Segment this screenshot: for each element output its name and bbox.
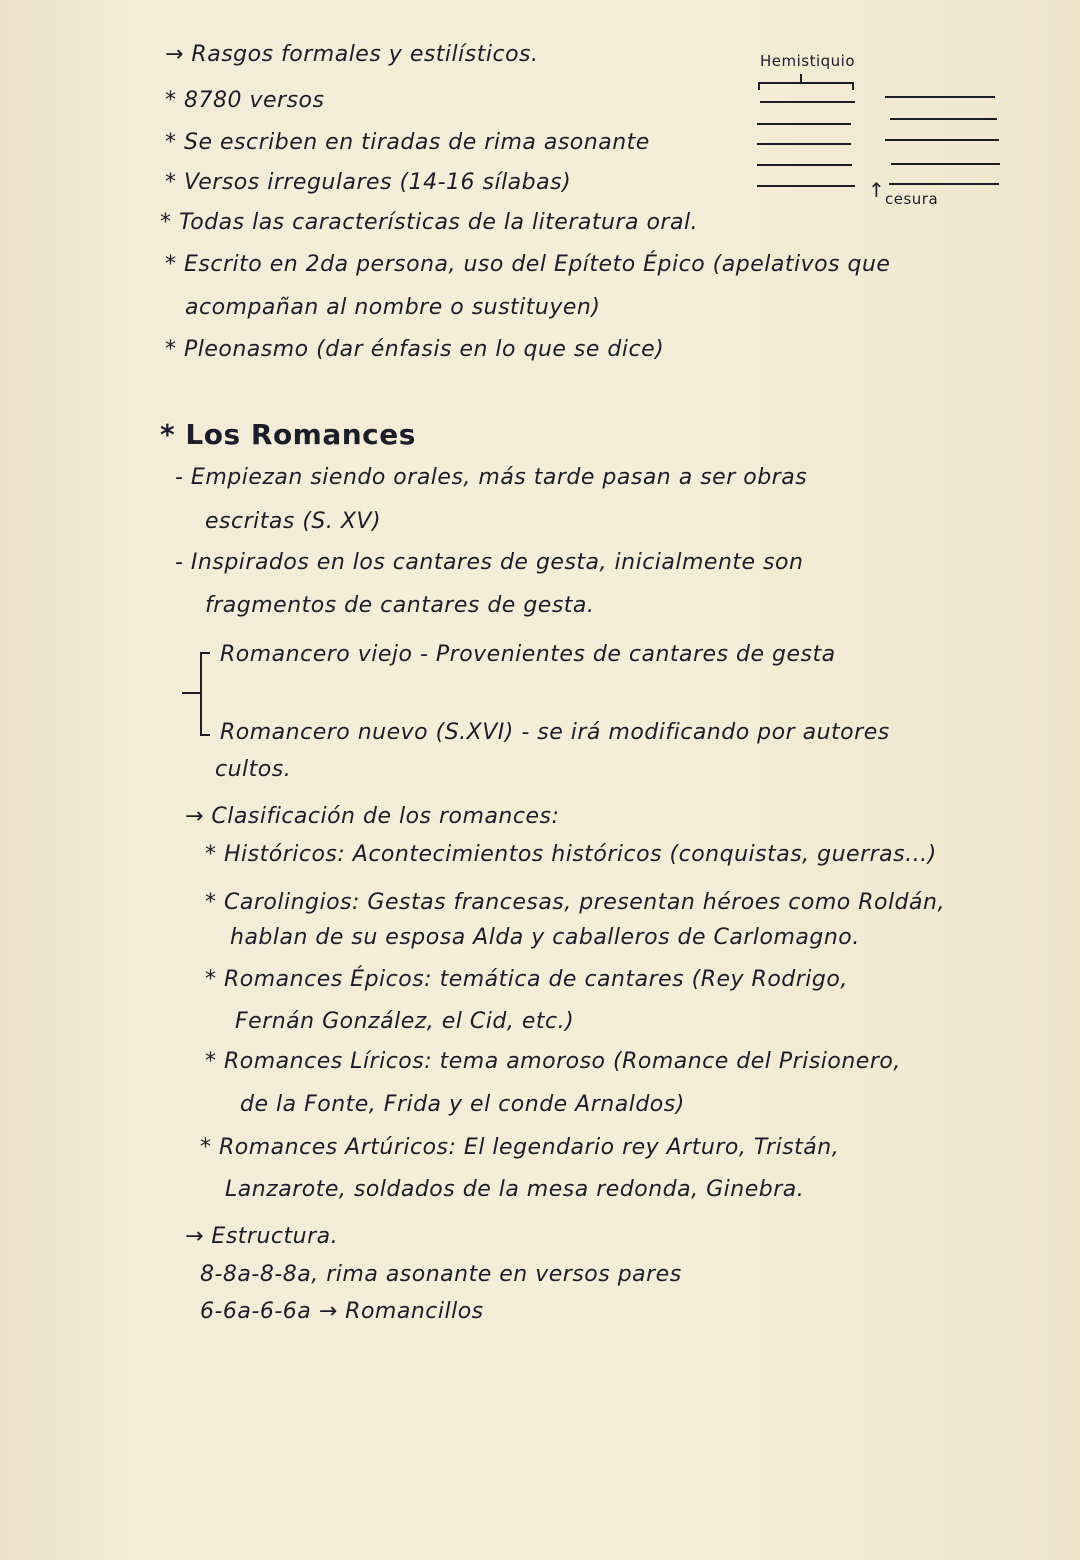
hemistiquio-label: Hemistiquio xyxy=(760,52,856,70)
note-line: → Rasgos formales y estilísticos. xyxy=(165,42,539,67)
verse-rule xyxy=(757,123,851,125)
note-line: escritas (S. XV) xyxy=(205,509,382,534)
note-line: → Clasificación de los romances: xyxy=(185,804,560,829)
note-line: Fernán González, el Cid, etc.) xyxy=(235,1009,575,1034)
verse-rule xyxy=(891,163,1000,165)
bracket-tick xyxy=(200,652,210,654)
verse-rule xyxy=(890,118,997,120)
note-line: Romancero nuevo (S.XVI) - se irá modificando por autores xyxy=(220,720,890,745)
note-line: * 8780 versos xyxy=(165,88,325,113)
note-line: - Empiezan siendo orales, más tarde pasan a ser obras xyxy=(175,465,808,490)
note-line: - Inspirados en los cantares de gesta, inicialmente son xyxy=(175,550,804,575)
note-line: * Romances Artúricos: El legendario rey Arturo, Tristán, xyxy=(200,1135,840,1160)
verse-rule xyxy=(757,164,852,166)
note-line: Lanzarote, soldados de la mesa redonda, Ginebra. xyxy=(225,1177,805,1202)
verse-rule xyxy=(885,139,999,141)
note-line: cultos. xyxy=(215,757,292,782)
note-line: 8-8a-8-8a, rima asonante en versos pares xyxy=(200,1262,682,1287)
note-line: * Se escriben en tiradas de rima asonante xyxy=(165,130,650,155)
note-line: * Pleonasmo (dar énfasis en lo que se dice) xyxy=(165,337,665,362)
note-line: * Históricos: Acontecimientos históricos (conquistas, guerras...) xyxy=(205,842,937,867)
section-heading: * Los Romances xyxy=(160,418,416,451)
note-line: * Carolingios: Gestas francesas, presentan héroes como Roldán, xyxy=(205,890,945,915)
verse-rule xyxy=(760,101,855,103)
verse-rule xyxy=(757,185,855,187)
note-line: de la Fonte, Frida y el conde Arnaldos) xyxy=(240,1092,685,1117)
note-line: hablan de su esposa Alda y caballeros de Carlomagno. xyxy=(230,925,860,950)
note-line: * Versos irregulares (14-16 sílabas) xyxy=(165,170,572,195)
note-line: → Estructura. xyxy=(185,1224,339,1249)
bracket-tick xyxy=(852,82,854,90)
note-line: * Escrito en 2da persona, uso del Epíteto Épico (apelativos que xyxy=(165,252,891,277)
bracket-tick xyxy=(182,692,200,694)
bracket xyxy=(200,652,202,736)
note-line: acompañan al nombre o sustituyen) xyxy=(185,295,601,320)
bracket-tick xyxy=(758,82,760,90)
note-line: * Todas las características de la literatura oral. xyxy=(160,210,699,235)
verse-rule xyxy=(889,183,999,185)
cesura-arrow-icon: ↑ xyxy=(868,178,886,202)
note-line: 6-6a-6-6a → Romancillos xyxy=(200,1299,484,1324)
note-line: fragmentos de cantares de gesta. xyxy=(205,593,595,618)
verse-rule xyxy=(885,96,995,98)
hemistiquio-bracket xyxy=(758,82,854,84)
bracket-tick xyxy=(800,74,802,82)
verse-rule xyxy=(757,143,851,145)
note-line: * Romances Épicos: temática de cantares (Rey Rodrigo, xyxy=(205,967,848,992)
cesura-label: cesura xyxy=(885,190,939,208)
bracket-tick xyxy=(200,734,210,736)
note-line: * Romances Líricos: tema amoroso (Romance del Prisionero, xyxy=(205,1049,901,1074)
note-line: Romancero viejo - Provenientes de cantares de gesta xyxy=(220,642,836,667)
